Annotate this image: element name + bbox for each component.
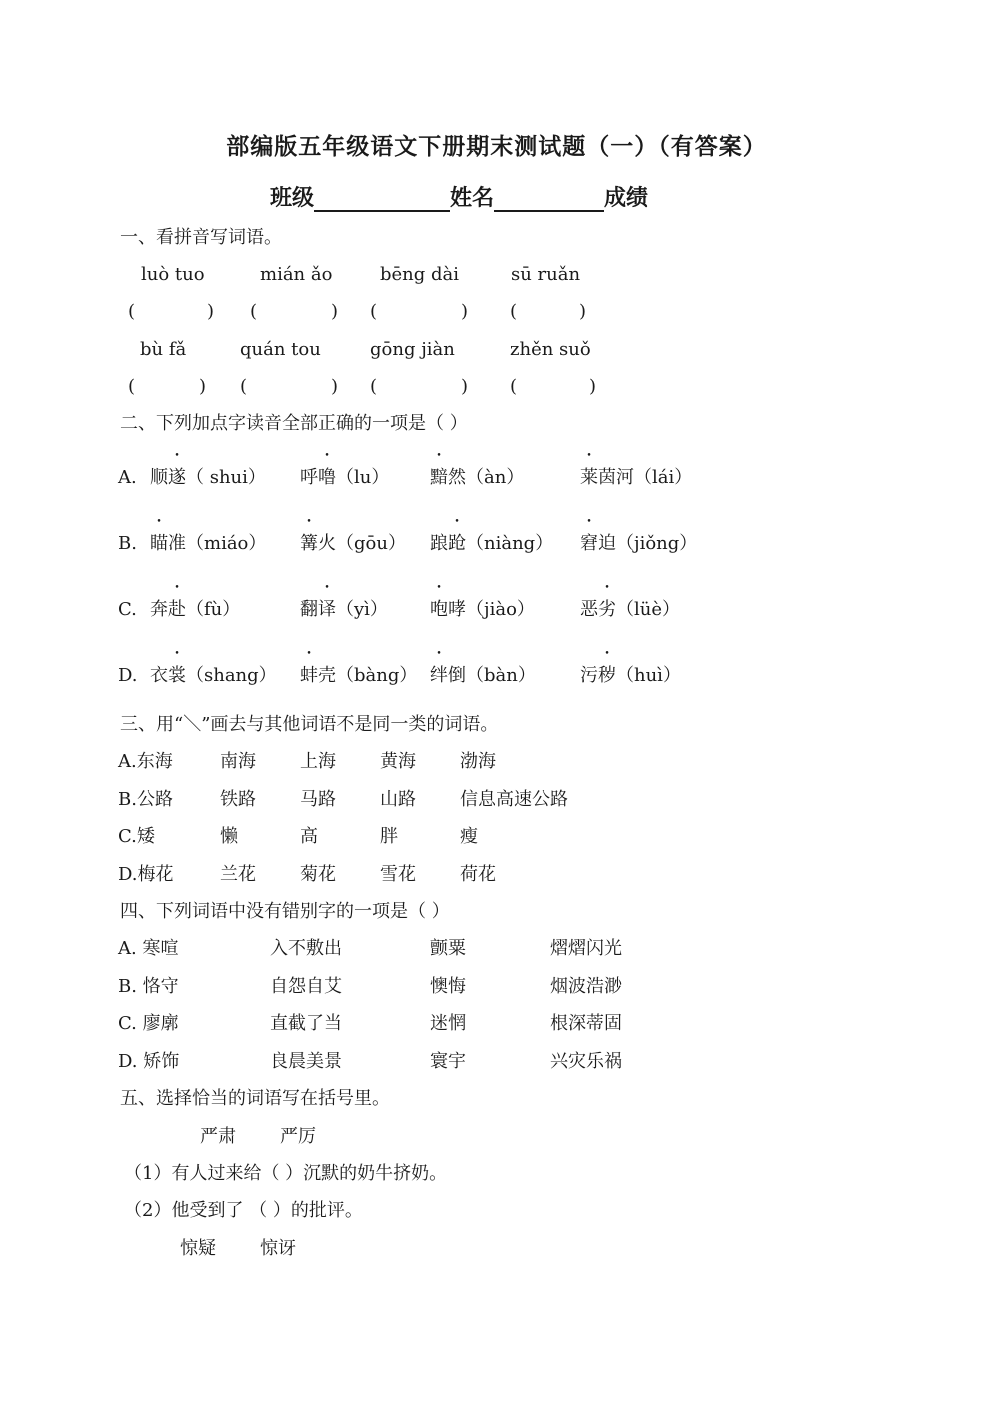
q3-word[interactable]: 荷花 (460, 864, 496, 885)
q5-word-option: 严厉 (280, 1126, 316, 1147)
q2-option-letter: C. (118, 599, 137, 620)
q2-option-letter: A. (118, 467, 137, 488)
q1-pinyin-4: sū ruǎn (511, 264, 581, 285)
q3-word[interactable]: 上海 (300, 751, 336, 772)
q3-word[interactable]: 马路 (300, 789, 336, 810)
q2-item: 顺遂（ shui） (150, 467, 266, 488)
q1-answer-blank[interactable]: ( ) (510, 301, 587, 322)
q2-item: 踉跄（niàng） (430, 533, 554, 554)
q4-word: B. 恪守 (118, 976, 179, 997)
q1-pinyin-6: quán tou (240, 339, 321, 360)
q1-answer-blank[interactable]: ( ) (370, 301, 469, 322)
q4-heading: 四、下列词语中没有错别字的一项是（ ） (120, 901, 450, 922)
class-blank[interactable] (314, 184, 450, 212)
q2-item: 咆哮（jiào） (430, 599, 535, 620)
q4-word: A. 寒喧 (118, 938, 179, 959)
q2-item: 翻译（yì） (300, 599, 388, 620)
name-label: 姓名 (450, 185, 495, 211)
q4-word: 兴灾乐祸 (550, 1051, 622, 1072)
q3-word[interactable]: 山路 (380, 789, 416, 810)
q3-word[interactable]: 信息高速公路 (460, 789, 568, 810)
q3-word[interactable]: 兰花 (220, 864, 256, 885)
q4-word: C. 廖廓 (118, 1013, 179, 1034)
q2-item: 奔赴（fù） (150, 599, 241, 620)
q2-option-letter: D. (118, 665, 138, 686)
q1-answer-blank[interactable]: ( ) (128, 376, 207, 397)
q3-word[interactable]: D.梅花 (118, 864, 174, 885)
q5-sentence-1: （1）有人过来给（ ）沉默的奶牛挤奶。 (124, 1163, 448, 1184)
q3-word[interactable]: 瘦 (460, 826, 478, 847)
q1-pinyin-1: luò tuo (141, 264, 205, 285)
q1-answer-blank[interactable]: ( ) (510, 376, 597, 397)
q2-item: 呼噜（lu） (300, 467, 390, 488)
class-label: 班级 (270, 185, 315, 211)
q1-pinyin-7: gōng jiàn (370, 339, 455, 360)
q4-word: 迷惘 (430, 1013, 466, 1034)
q2-item: 绊倒（bàn） (430, 665, 536, 686)
q1-pinyin-3: bēng dài (380, 264, 460, 285)
q3-word[interactable]: 渤海 (460, 751, 496, 772)
q1-pinyin-5: bù fǎ (140, 339, 187, 360)
q3-word[interactable]: 南海 (220, 751, 256, 772)
q2-item: 窘迫（jiǒng） (580, 533, 698, 554)
q4-word: 良晨美景 (270, 1051, 342, 1072)
q4-word: 懊悔 (430, 976, 466, 997)
q3-word[interactable]: 懒 (220, 826, 238, 847)
name-blank[interactable] (494, 184, 604, 212)
q5-heading: 五、选择恰当的词语写在括号里。 (120, 1088, 390, 1109)
q1-heading: 一、看拼音写词语。 (120, 227, 282, 248)
q4-word: 熠熠闪光 (550, 938, 622, 959)
q5-sentence-2: （2）他受到了 （ ）的批评。 (124, 1200, 363, 1221)
q4-word: 寰宇 (430, 1051, 466, 1072)
q3-word[interactable]: 菊花 (300, 864, 336, 885)
q3-heading: 三、用“＼”画去与其他词语不是同一类的词语。 (120, 714, 499, 735)
q1-answer-blank[interactable]: ( ) (370, 376, 469, 397)
q1-answer-blank[interactable]: ( ) (240, 376, 339, 397)
q3-word[interactable]: B.公路 (118, 789, 173, 810)
q3-word[interactable]: C.矮 (118, 826, 155, 847)
q3-word[interactable]: 胖 (380, 826, 398, 847)
q3-word[interactable]: A.东海 (118, 751, 173, 772)
q4-word: 颤粟 (430, 938, 466, 959)
q2-item: 篝火（gōu） (300, 533, 406, 554)
q3-word[interactable]: 雪花 (380, 864, 416, 885)
q4-word: 根深蒂固 (550, 1013, 622, 1034)
page-title: 部编版五年级语文下册期末测试题（一）（有答案） (226, 133, 767, 160)
q2-item: 蚌壳（bàng） (300, 665, 418, 686)
q2-heading: 二、下列加点字读音全部正确的一项是（ ） (120, 413, 468, 434)
q2-item: 恶劣（lüè） (580, 599, 681, 620)
q2-option-letter: B. (118, 533, 137, 554)
q1-pinyin-2: mián ǎo (260, 264, 333, 285)
q4-word: 自怨自艾 (270, 976, 342, 997)
q2-item: 衣裳（shang） (150, 665, 277, 686)
q3-word[interactable]: 黄海 (380, 751, 416, 772)
q4-word: 烟波浩渺 (550, 976, 622, 997)
q2-item: 污秽（huì） (580, 665, 681, 686)
q1-answer-blank[interactable]: ( ) (250, 301, 339, 322)
score-label: 成绩 (604, 185, 649, 211)
q2-item: 莱茵河（lái） (580, 467, 693, 488)
q2-item: 黯然（àn） (430, 467, 525, 488)
q3-word[interactable]: 铁路 (220, 789, 256, 810)
q4-word: 入不敷出 (270, 938, 342, 959)
q5-word-option: 惊疑 (180, 1238, 216, 1259)
q5-word-option: 惊讶 (260, 1238, 296, 1259)
q3-word[interactable]: 高 (300, 826, 318, 847)
q1-answer-blank[interactable]: ( ) (128, 301, 215, 322)
q2-item: 瞄准（miáo） (150, 533, 267, 554)
q4-word: D. 矫饰 (118, 1051, 180, 1072)
q5-word-option: 严肃 (200, 1126, 236, 1147)
header-line (270, 181, 648, 212)
q4-word: 直截了当 (270, 1013, 342, 1034)
q1-pinyin-8: zhěn suǒ (510, 339, 591, 360)
